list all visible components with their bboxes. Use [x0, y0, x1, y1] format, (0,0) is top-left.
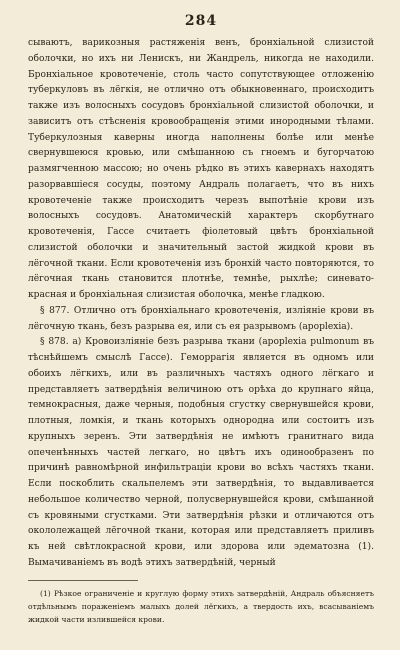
- main-text: [28, 36, 374, 572]
- paragraph-section-878: § 878. а) Кровоизліяніе безъ разрыва ткани (apoplexia pulmonum въ тѣснѣйшемъ смыслѣ Гассе). Геморрагія является въ одномъ или обоихъ лёгкихъ, или въ различныхъ частяхъ одного лёгкаго и представляетъ затвердѣнія величиною отъ орѣха до крупнаго яйца, темнокрасныя, даже черныя, подобныя сгустку свернувшейся крови, плотныя, ломкія, и ткань которыхъ однородна или состоитъ изъ крупныхъ зеренъ. Эти затвердѣнія не имѣютъ гранитнаго вида опеченѣнныхъ частей легкаго, но цвѣтъ ихъ одинообразенъ по причинѣ равномѣрной инфильтраціи крови во всѣхъ частяхъ ткани. Если поскоблить скальпелемъ эти затвердѣнія, то выдавливается небольшое количество черной, полусвернувшейся крови, смѣшанной съ кровяными сгустками. Эти затвердѣнія рѣзки и отличаются отъ окололежащей лёгочной ткани, которая или представляетъ приливъ къ ней свѣтлокрасной крови, или здорова или эдематозна (1). Вымачиваніемъ въ водѣ этихъ затвердѣній, черный: [28, 337, 374, 568]
- footnote-divider: [28, 580, 138, 581]
- paragraph-continuation: сываютъ, варикозныя растяженія венъ, бронхіальной слизистой оболочки, но ихъ ни Ленискъ, ни Жандрель, никогда не находили. Бронхіальное кровотеченіе, столь часто сопутствующее отложенію туберкуловъ въ лёгкія, не отлично отъ обыкновеннаго, происходитъ также изъ волосныхъ сосудовъ бронхіальной слизистой оболочки, и зависитъ отъ стѣсненія кровообращенія этими инородными тѣлами. Туберкулозныя каверны иногда наполнены болѣе или менѣе свернувшеюся кровью, или смѣшанною съ гноемъ и бугорчатою размягченною массою; но очень рѣдко въ этихъ кавернахъ находятъ разорвавшіеся сосуды, поэтому Андраль полагаетъ, что въ нихъ кровотеченіе также происходитъ черезъ выпотѣніе крови изъ волосныхъ сосудовъ. Анатомическій характеръ скорбутнаго кровотеченія, Гассе считаетъ фіолетовый цвѣтъ бронхіальной слизистой оболочки и значительный застой жидкой крови въ лёгочной ткани. Если кровотеченія изъ бронхій часто повторяются, то лёгочная ткань становится плотнѣе, темнѣе, рыхлѣе; синевато-красная и бронхіальная слизистая оболочка, менѣе гладкою.: [28, 38, 374, 300]
- footnote: (1) Рѣзкое ограниченіе и круглую форму этихъ затвердѣній, Андраль объясняетъ отдѣльнымъ пораженіемъ малыхъ долей лёгкихъ, а твердость ихъ, всасываніемъ жидкой части излившейся крови.: [28, 588, 374, 624]
- paragraph-section-877: § 877. Отлично отъ бронхіальнаго кровотеченія, изліяніе крови въ лёгочную ткань, безъ разрыва ея, или съ ея разрывомъ (apoplexia).: [28, 305, 374, 332]
- page-number: 284: [184, 13, 218, 29]
